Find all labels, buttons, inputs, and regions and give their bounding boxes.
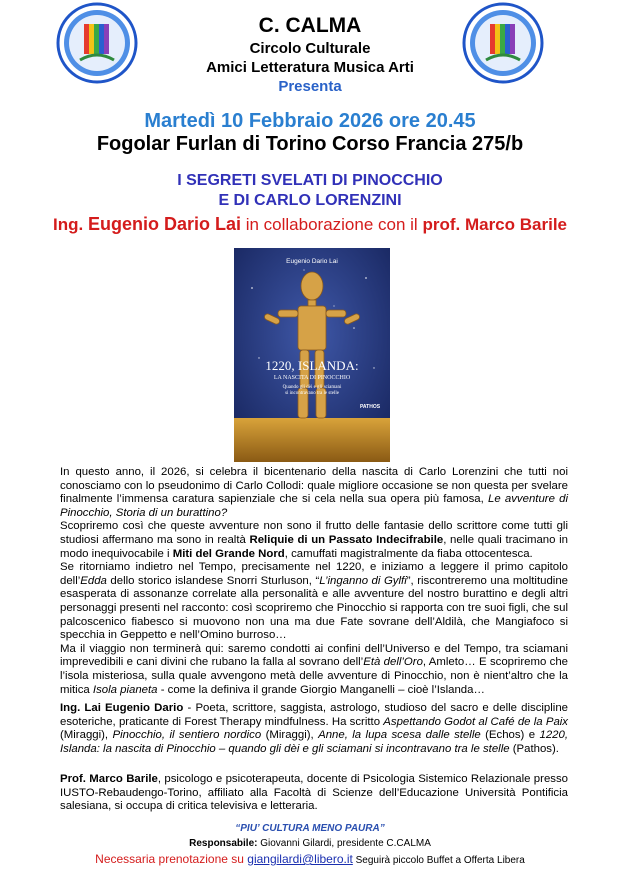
author-bio-paragraph: Ing. Lai Eugenio Dario - Poeta, scrittore, saggista, astrologo, studioso del sacro e delle discipline esoteriche, praticante di Forest Therapy mindfulness. Ha scritto Aspettando Godot al Café de la Paix (Miraggi), Pinocchio, il sentiero nordico (Miraggi), Anne, la lupa scesa dalle stelle (Echos) e 1220, Islanda: la nascita di Pinocchio – quando gli dèi e gli sciamani si incontravano tra le stelle (Pathos). (60, 702, 568, 755)
intro-paragraph: In questo anno, il 2026, si celebra il bicentenario della nascita di Carlo Lorenzini che tutti noi conosciamo con lo pseudonimo di Carlo Collodi: quale migliore occasione se non questa per svelare finalmente l’immensa caratura sapienziale che si cela nella sua opera più famosa, Le avventure di Pinocchio, Storia di un burattino? Scopriremo così che queste avventure non sono il frutto delle fantasie dello scrittore come tutti gli studiosi affermano ma sono in realtà Reliquie di un Passato Indecifrabile, nelle quali tracimano in modo inequivocabile i Miti del Grande Nord, camuffati magistralmente da fiaba ottocentesca. Se ritorniamo indietro nel Tempo, precisamente nel 1220, e iniziamo a leggere il primo capitolo dell’Edda dello storico islandese Snorri Sturluson, “L’inganno di Gylfi”, riscontreremo una moltitudine esasperata di assonanze correlate alla personalità e alle avventure del nostro burattino e degli altri personaggi presenti nel racconto: così scopriremo che Pinocchio si rapporta con tre suoi figli, che sul palcoscenico fiabesco si muovono non una ma due Fate sovrane dell’Aldilà, che Mangiafoco si specchia in Geppetto e nell’Omino burroso… Ma il viaggio non terminerà qui: saremo condotti ai confini dell’Universo e del Tempo, tra sciamani imprevedibili e cani divini che rubano la falla al sovrano dell’Età dell’Oro, Amleto… E scopriremo che l’isola misteriosa, sulla quale avvengono metà delle avventure di Pinocchio, non è nient’altro che la mitica Isola pianeta - come la definiva il grande Giorgio Manganelli – cioè l’Islanda… (60, 466, 568, 696)
co-speaker-name: Marco Barile (464, 215, 567, 234)
book-author: Eugenio Dario Lai (286, 258, 338, 265)
motto: “PIU’ CULTURA MENO PAURA” (235, 823, 385, 834)
org-name: C. CALMA (258, 14, 362, 37)
speaker-name: Eugenio Dario Lai (87, 214, 241, 234)
book-subtitle: LA NASCITA DI PINOCCHIO (273, 375, 351, 381)
org-subtitle-2: Amici Letteratura Musica Arti (206, 59, 414, 76)
org-subtitle: Circolo Culturale (249, 40, 371, 57)
email-link[interactable]: giangilardi@libero.it (247, 852, 353, 866)
book-tagline-2: si incontravano tra le stelle (285, 391, 339, 396)
book-cover (234, 248, 390, 462)
speaker-connector: in collaborazione con il (240, 215, 423, 234)
co-speaker-prefix: prof. (422, 215, 461, 234)
speaker-prefix: Ing. (53, 215, 84, 234)
speakers-line (0, 214, 620, 235)
event-title-line2: E DI CARLO LORENZINI (218, 192, 402, 209)
responsible-line: Responsabile: Giovanni Gilardi, presidente C.CALMA (189, 838, 431, 849)
book-publisher: PATHOS (359, 404, 381, 410)
event-title-line1: I SEGRETI SVELATI DI PINOCCHIO (177, 172, 443, 189)
event-venue: Fogolar Furlan di Torino Corso Francia 275/b (96, 133, 524, 155)
book-tagline-1: Quando gli dèi e gli sciamani (282, 385, 342, 390)
presenta-label: Presenta (278, 78, 342, 95)
event-date: Martedì 10 Febbraio 2026 ore 20.45 (144, 110, 476, 132)
book-title: 1220, ISLANDA: (265, 358, 359, 373)
co-speaker-bio-paragraph: Prof. Marco Barile, psicologo e psicoterapeuta, docente di Psicologia Sistemico Relazionale presso IUSTO-Rebaudengo-Torino, affiliato alla Facoltà di Scienze dell’Educazione Università Pontificia salesiana, si occupa di critica televisiva e letteraria. (60, 773, 569, 813)
booking-line: Necessaria prenotazione su giangilardi@libero.it Seguirà piccolo Buffet a Offerta Libera (95, 852, 525, 866)
